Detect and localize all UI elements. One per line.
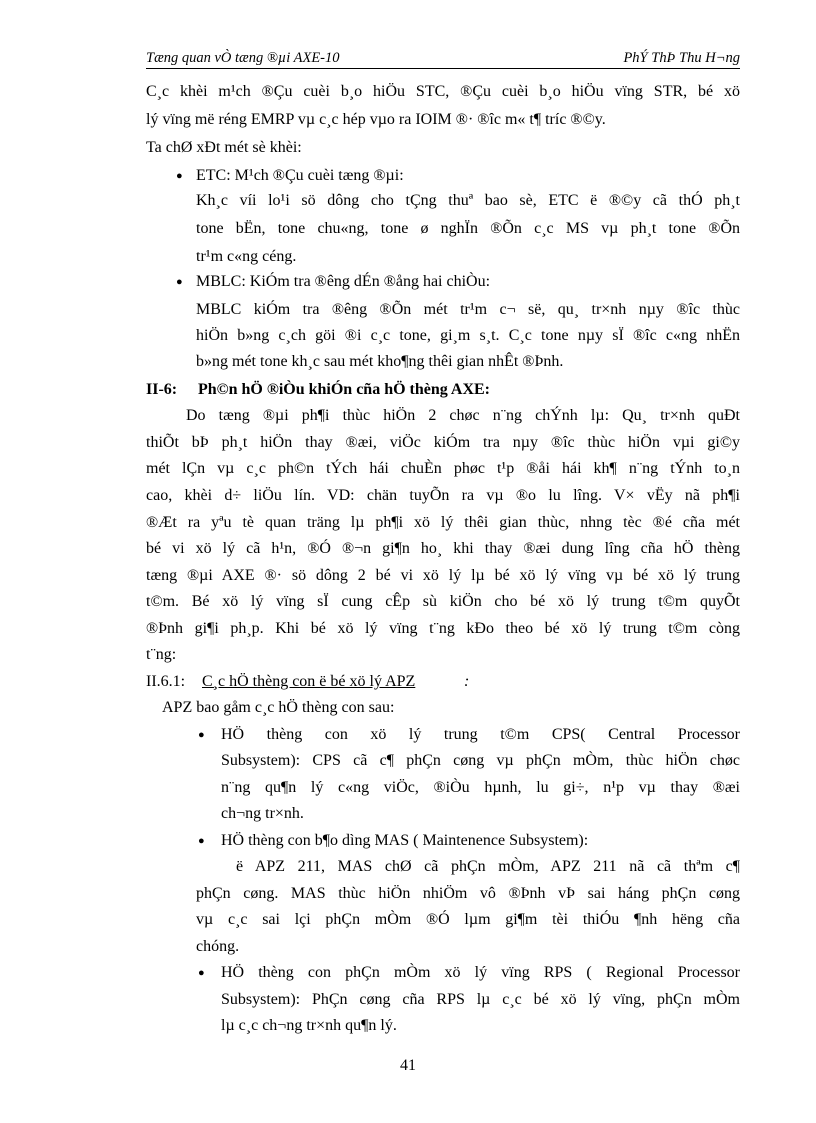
body-line: MBLC kiÓm tra ®êng ®Õn mét tr¹m c¬ së, qu¸ tr×nh nµy ®îc thùc [196, 301, 740, 318]
body-line: Subsystem): CPS cã c¶ phÇn cøng vµ phÇn mÒm, thùc hiÖn chøc [221, 752, 740, 769]
body-line: Subsystem): PhÇn cøng cña RPS lµ c¸c bé xö lý vïng, phÇn mÒm [221, 991, 740, 1008]
body-line: n¨ng qu¶n lý c«ng viÖc, ®iÒu hµnh, lu gi÷, n¹p vµ thay ®æi [221, 779, 740, 796]
bullet-icon: ● [176, 276, 183, 288]
body-line: ë APZ 211, MAS chØ cã phÇn mÒm, APZ 211 nã cã thªm c¶ [236, 858, 740, 875]
body-line: hiÖn b»ng c¸ch göi ®i c¸c tone, gi¸m s¸t. C¸c tone nµy sÏ ®îc c«ng nhËn [196, 327, 740, 344]
body-line: ch¬ng tr×nh. [221, 805, 304, 822]
bullet-icon: ● [198, 835, 205, 847]
header-title: Tæng quan vÒ tæng ®µi AXE-10 [146, 50, 340, 66]
bullet-icon: ● [198, 729, 205, 741]
bullet-heading: ETC: M¹ch ®Çu cuèi tæng ®µi: [196, 167, 404, 184]
body-line: Do tæng ®µi ph¶i thùc hiÖn 2 chøc n¨ng chÝnh lµ: Qu¸ tr×nh quÐt [186, 407, 740, 424]
body-line: b»ng mét tone kh¸c sau mét kho¶ng thêi gian nhÊt ®Þnh. [196, 353, 564, 370]
body-line: phÇn cøng. MAS thùc hiÖn nhiÖm vô ®Þnh vÞ sai háng phÇn cøng [196, 885, 740, 902]
body-line: lý vïng më réng EMRP vµ c¸c hép vµo ra IOIM ®· ®îc m« t¶ tríc ®©y. [146, 111, 606, 128]
body-line: vµ c¸c sai lçi phÇn mÒm ®Ó lµm gi¶m tèi thiÓu ¶nh hëng cña [196, 911, 740, 928]
subsection-colon: : [464, 673, 470, 690]
body-line: ®Þnh gi¶i ph¸p. Khi bé xö lý vïng t¨ng kÐo theo bé xö lý trung t©m còng [146, 620, 740, 637]
body-line: mét lÇn vµ c¸c ph©n tÝch hái chuÈn phøc t¹p ®åi hái kh¶ n¨ng tÝnh to¸n [146, 460, 740, 477]
section-number: II-6: [146, 381, 178, 398]
body-line: APZ bao gåm c¸c hÖ thèng con sau: [162, 699, 395, 716]
running-header [146, 50, 740, 69]
body-line: lµ c¸c ch¬ng tr×nh qu¶n lý. [221, 1017, 397, 1034]
body-line: ®Æt ra yªu tè quan träng lµ ph¶i xö lý thêi gian thùc, nhng tèc ®é cña mét [146, 514, 740, 531]
page-number: 41 [400, 1057, 416, 1074]
section-title: Ph©n hÖ ®iÒu khiÓn cña hÖ thèng AXE: [198, 381, 490, 398]
body-line: chóng. [196, 938, 240, 955]
body-line: HÖ thèng con xö lý trung t©m CPS( Central Processor [221, 726, 740, 743]
body-line: t©m. Bé xö lý vïng sÏ cung cÊp sù kiÖn cho bé xö lý trung t©m quyÕt [146, 593, 740, 610]
body-line: C¸c khèi m¹ch ®Çu cuèi b¸o hiÖu STC, ®Çu cuèi b¸o hiÖu vïng STR, bé xö [146, 83, 740, 100]
body-line: bé vi xö lý cã h¹n, ®Ó ®¬n gi¶n ho¸ khi thay ®æi dung lîng cña hÖ thèng [146, 540, 740, 557]
bullet-heading: MBLC: KiÓm tra ®êng dÉn ®ång hai chiÒu: [196, 273, 491, 290]
body-line: tæng ®µi AXE ®· sö dông 2 bé vi xö lý lµ bé xö lý vïng vµ bé xö lý trung [146, 567, 740, 584]
subsection-number: II.6.1: [146, 673, 186, 690]
body-line: HÖ thèng con b¶o dìng MAS ( Maintenence Subsystem): [221, 832, 589, 849]
body-line: Kh¸c víi lo¹i sö dông cho tÇng thuª bao sè, ETC ë ®©y cã thÓ ph¸t [196, 192, 740, 209]
header-author: PhÝ ThÞ Thu H¬ng [623, 50, 740, 66]
body-line: t¨ng: [146, 646, 177, 663]
body-line: tr¹m c«ng céng. [196, 248, 297, 265]
subsection-title: C¸c hÖ thèng con ë bé xö lý APZ [202, 673, 416, 690]
body-line: Ta chØ xÐt mét sè khèi: [146, 139, 302, 156]
bullet-icon: ● [198, 967, 205, 979]
body-line: HÖ thèng con phÇn mÒm xö lý vïng RPS ( Regional Processor [221, 964, 740, 981]
body-line: cao, khèi d÷ liÖu lín. VD: chän tuyÕn ra vµ ®o lu lîng. V× vËy nã ph¶i [146, 487, 740, 504]
body-line: tone bËn, tone chu«ng, tone ø nghÏn ®Õn c¸c MS vµ ph¸t tone ®Õn [196, 220, 740, 237]
bullet-icon: ● [176, 170, 183, 182]
body-line: thiÕt bÞ ph¸t hiÖn thay ®æi, viÖc kiÓm tra nµy ®îc thùc hiÖn vµi gi©y [146, 434, 740, 451]
